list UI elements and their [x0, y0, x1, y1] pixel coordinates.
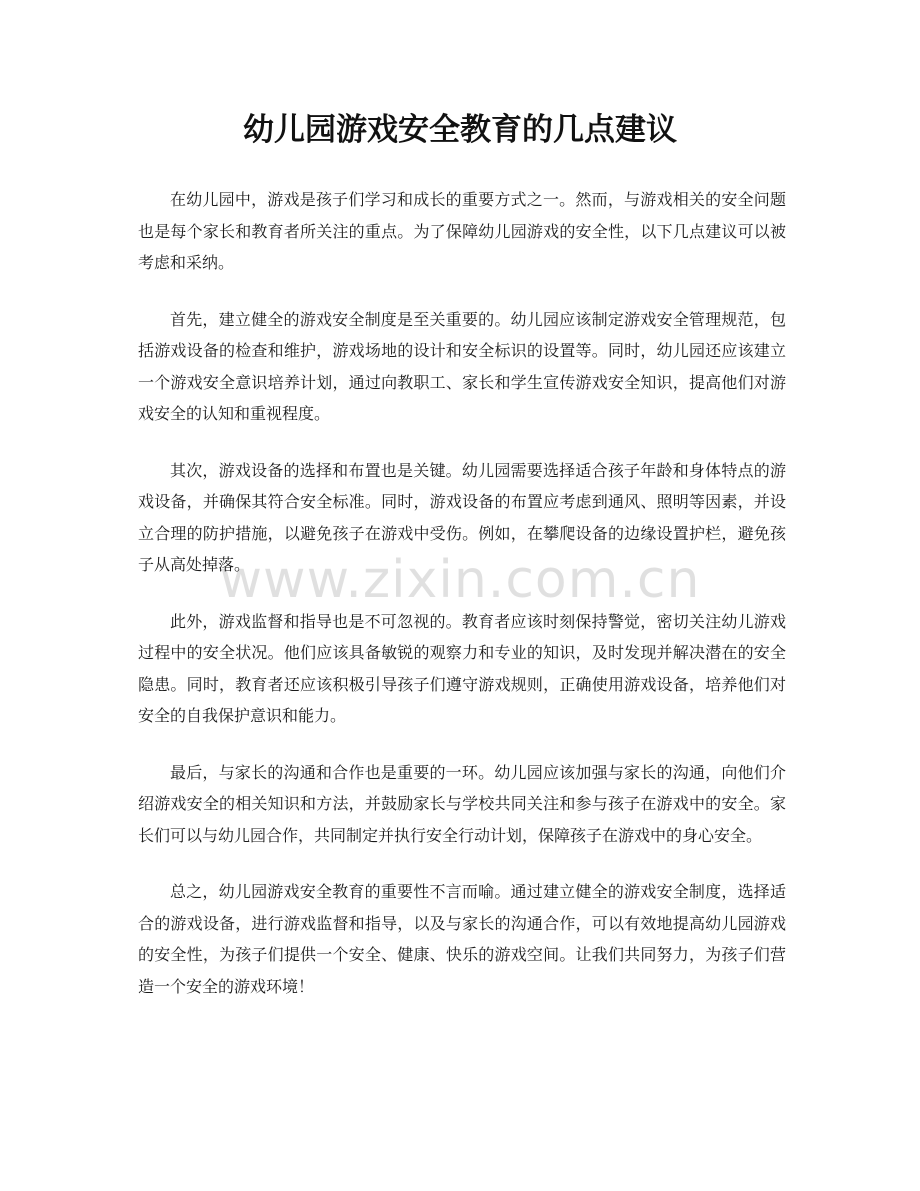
paragraph-intro: 在幼儿园中，游戏是孩子们学习和成长的重要方式之一。然而，与游戏相关的安全问题也是每个家长和教育者所关注的重点。为了保障幼儿园游戏的安全性，以下几点建议可以被考虑和采纳。 [138, 190, 786, 272]
paragraph-third: 此外，游戏监督和指导也是不可忽视的。教育者应该时刻保持警觉，密切关注幼儿游戏过程中的安全状况。他们应该具备敏锐的观察力和专业的知识，及时发现并解决潜在的安全隐患。同时，教育者还应该积极引导孩子们遵守游戏规则，正确使用游戏设备，培养他们对安全的自我保护意识和能力。 [138, 611, 786, 725]
paragraph-first: 首先，建立健全的游戏安全制度是至关重要的。幼儿园应该制定游戏安全管理规范，包括游戏设备的检查和维护，游戏场地的设计和安全标识的设置等。同时，幼儿园还应该建立一个游戏安全意识培养计划，通过向教职工、家长和学生宣传游戏安全知识，提高他们对游戏安全的认知和重视程度。 [138, 309, 786, 423]
paragraph-second: 其次，游戏设备的选择和布置也是关键。幼儿园需要选择适合孩子年龄和身体特点的游戏设备，并确保其符合安全标准。同时，游戏设备的布置应考虑到通风、照明等因素，并设立合理的防护措施，以避免孩子在游戏中受伤。例如，在攀爬设备的边缘设置护栏，避免孩子从高处掉落。 [138, 460, 786, 574]
paragraph-conclusion: 总之，幼儿园游戏安全教育的重要性不言而喻。通过建立健全的游戏安全制度，选择适合的游戏设备，进行游戏监督和指导，以及与家长的沟通合作，可以有效地提高幼儿园游戏的安全性，为孩子们提供一个安全、健康、快乐的游戏空间。让我们共同努力，为孩子们营造一个安全的游戏环境！ [138, 882, 786, 996]
document-title: 幼儿园游戏安全教育的几点建议 [243, 112, 677, 148]
document-body [138, 184, 786, 1027]
watermark: www.zixin.com.cn [219, 550, 701, 610]
paragraph-fourth: 最后，与家长的沟通和合作也是重要的一环。幼儿园应该加强与家长的沟通，向他们介绍游戏安全的相关知识和方法，并鼓励家长与学校共同关注和参与孩子在游戏中的安全。家长们可以与幼儿园合作，共同制定并执行安全行动计划，保障孩子在游戏中的身心安全。 [138, 762, 786, 845]
